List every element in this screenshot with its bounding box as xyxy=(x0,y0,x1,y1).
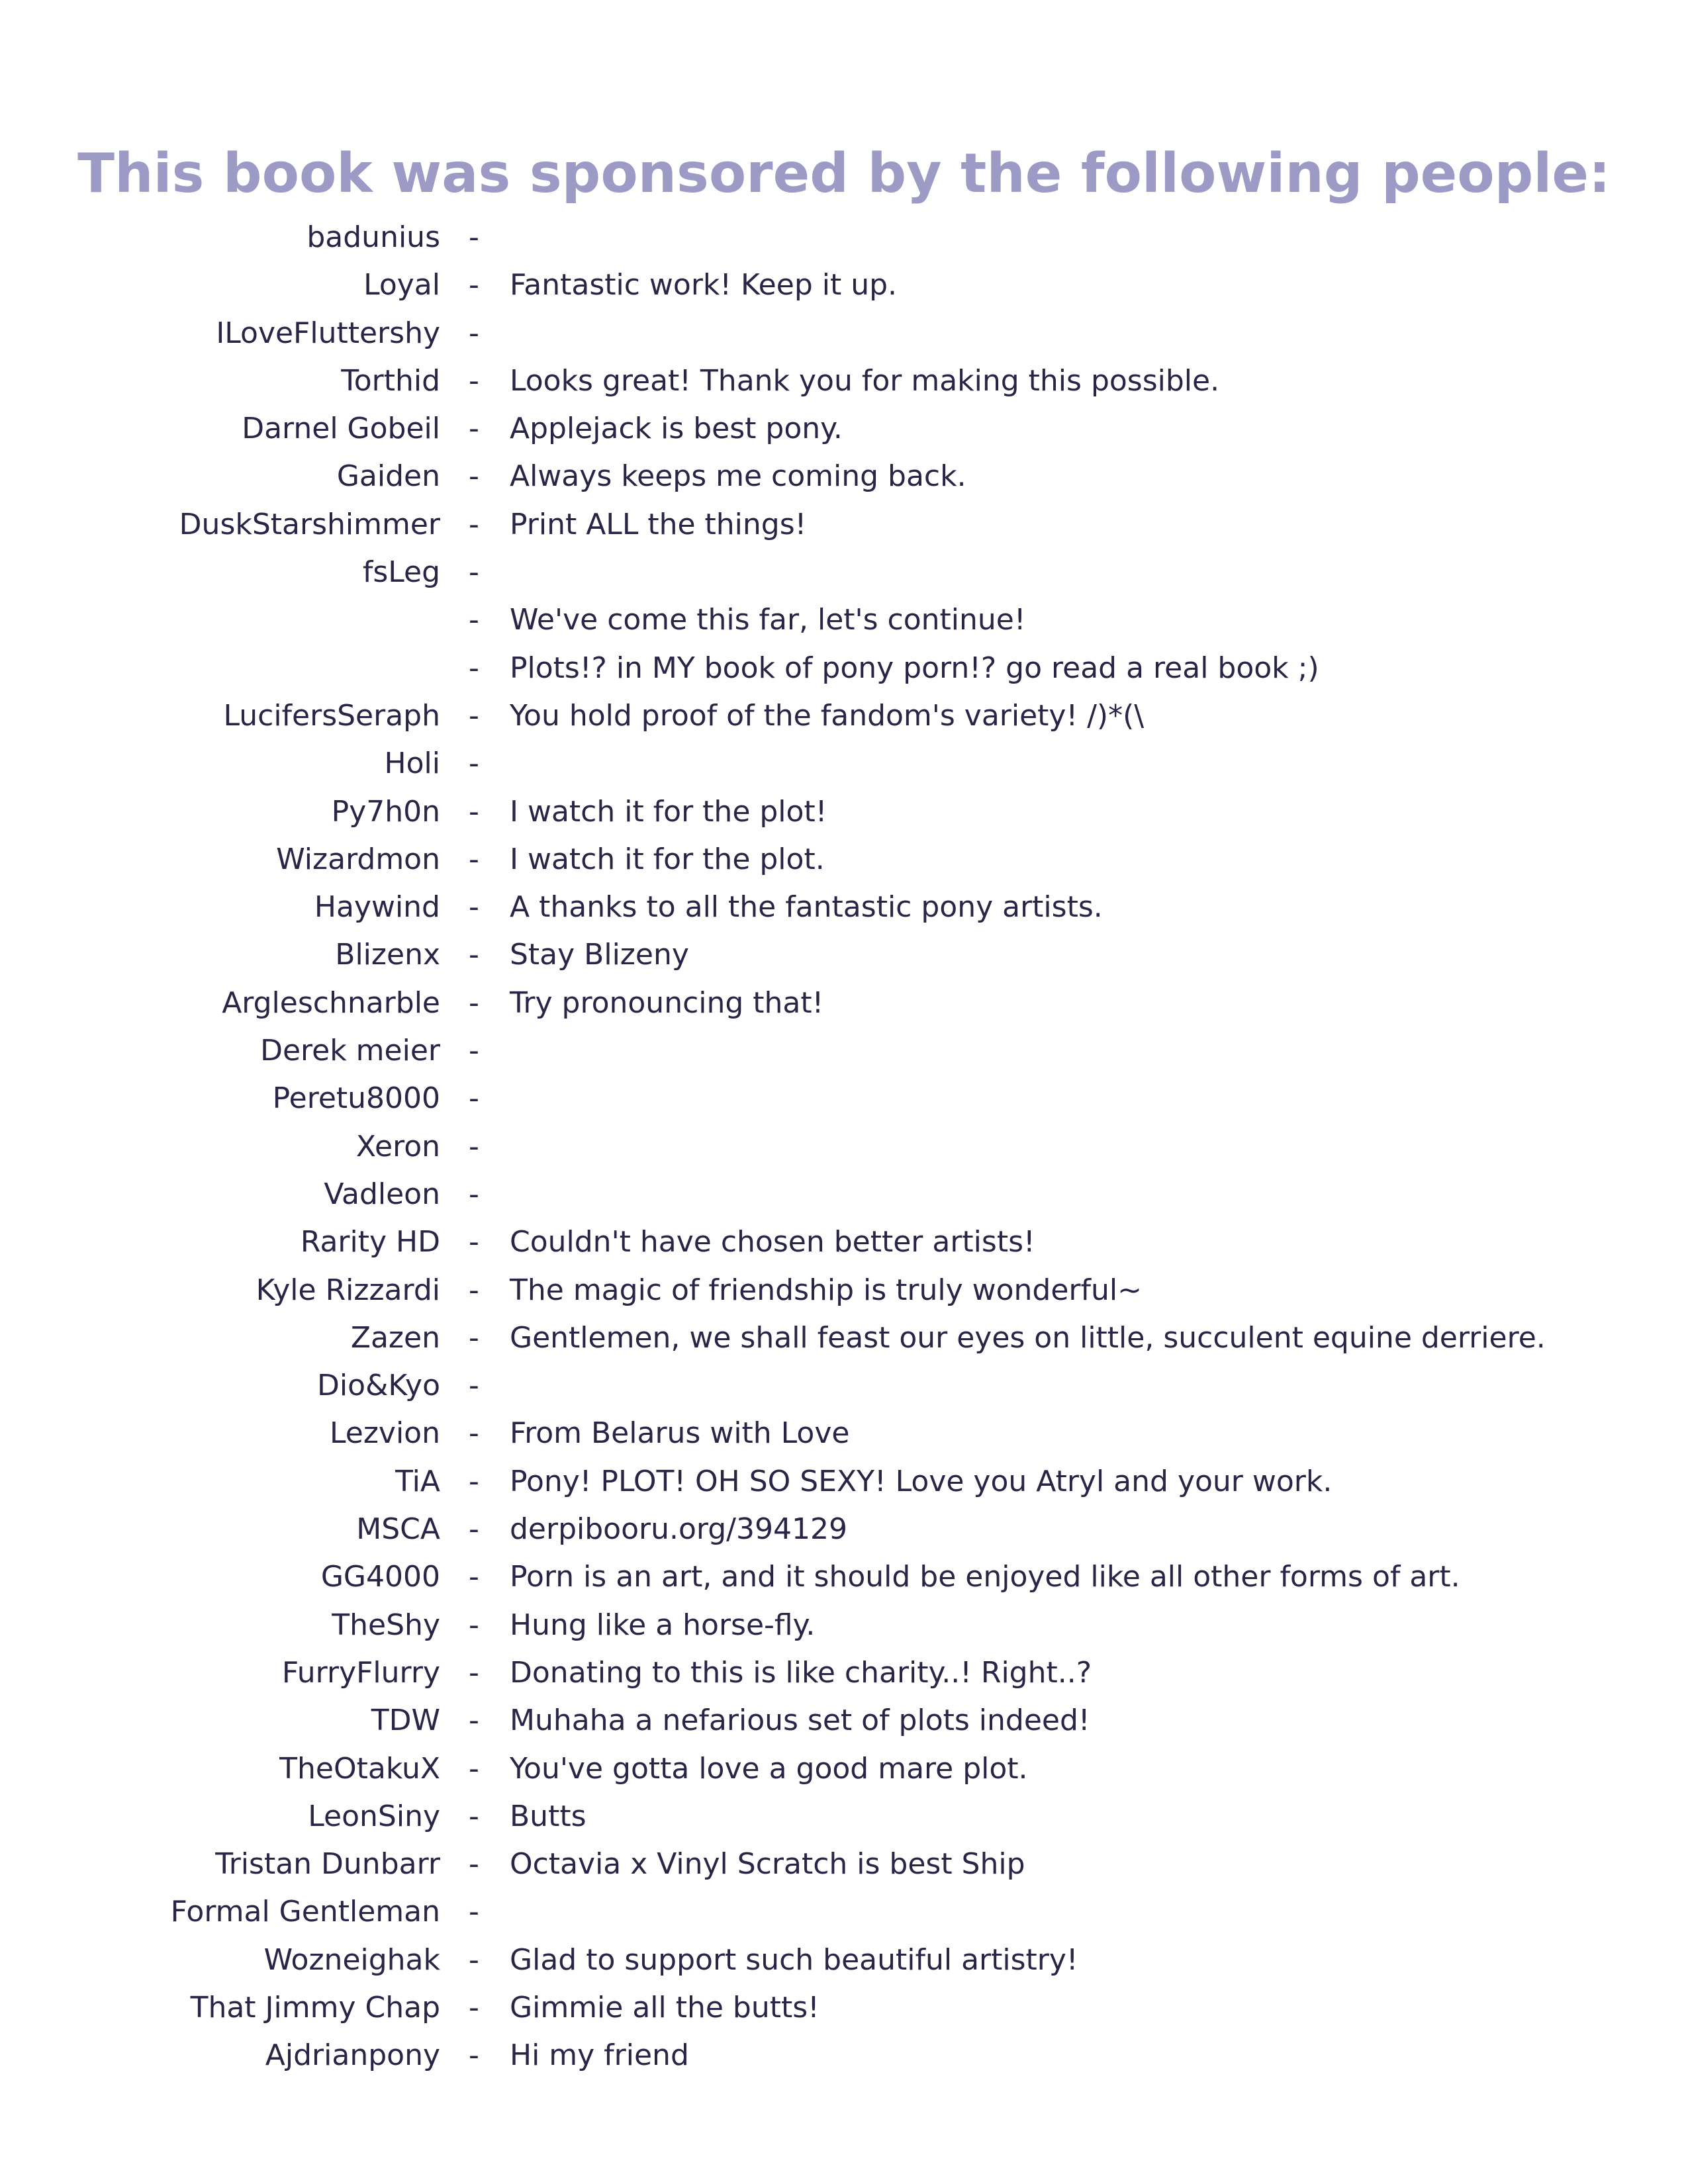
separator-dash: - xyxy=(469,842,479,876)
sponsor-message: You hold proof of the fandom's variety! /)*(\ xyxy=(510,698,1145,733)
sponsor-row xyxy=(0,214,1688,261)
sponsor-row xyxy=(0,1362,1688,1410)
separator-dash: - xyxy=(469,1560,479,1594)
sponsor-row xyxy=(0,310,1688,357)
sponsor-message: The magic of friendship is truly wonderful~ xyxy=(510,1273,1142,1307)
sponsor-message: Pony! PLOT! OH SO SEXY! Love you Atryl and your work. xyxy=(510,1464,1333,1498)
sponsor-row xyxy=(0,1218,1688,1266)
sponsor-row xyxy=(0,1410,1688,1457)
sponsor-message: Octavia x Vinyl Scratch is best Ship xyxy=(510,1847,1025,1882)
sponsor-row xyxy=(0,1697,1688,1745)
sponsor-row xyxy=(0,931,1688,979)
sponsor-name: DuskStarshimmer xyxy=(179,507,440,541)
sponsor-message: Gimmie all the butts! xyxy=(510,1990,820,2025)
sponsor-name: Wizardmon xyxy=(276,842,440,876)
separator-dash: - xyxy=(469,1464,479,1498)
sponsor-name: fsLeg xyxy=(362,555,440,590)
sponsor-message: Stay Blizeny xyxy=(510,938,689,972)
sponsor-message: Butts xyxy=(510,1799,586,1833)
separator-dash: - xyxy=(469,1942,479,1977)
sponsor-row xyxy=(0,596,1688,644)
sponsor-message: We've come this far, let's continue! xyxy=(510,603,1026,637)
separator-dash: - xyxy=(469,1799,479,1833)
sponsor-message: You've gotta love a good mare plot. xyxy=(510,1751,1028,1786)
sponsor-name: FurryFlurry xyxy=(281,1655,440,1690)
sponsor-row xyxy=(0,740,1688,788)
sponsor-message: derpibooru.org/394129 xyxy=(510,1512,847,1547)
separator-dash: - xyxy=(469,1704,479,1738)
separator-dash: - xyxy=(469,1034,479,1068)
sponsor-name: Lezvion xyxy=(330,1416,440,1451)
separator-dash: - xyxy=(469,1847,479,1882)
sponsor-row xyxy=(0,788,1688,836)
sponsor-name: Torthid xyxy=(341,363,440,398)
sponsor-name: Darnel Gobeil xyxy=(242,412,440,446)
sponsor-row xyxy=(0,405,1688,453)
sponsor-message: Porn is an art, and it should be enjoyed like all other forms of art. xyxy=(510,1560,1460,1594)
sponsor-message: Couldn't have chosen better artists! xyxy=(510,1225,1035,1259)
sponsor-message: Try pronouncing that! xyxy=(510,985,824,1020)
sponsor-row xyxy=(0,357,1688,405)
separator-dash: - xyxy=(469,985,479,1020)
separator-dash: - xyxy=(469,1129,479,1163)
separator-dash: - xyxy=(469,1895,479,1929)
sponsor-name: Gaiden xyxy=(336,459,440,494)
sponsor-message: A thanks to all the fantastic pony artists. xyxy=(510,890,1103,925)
separator-dash: - xyxy=(469,794,479,829)
sponsor-row xyxy=(0,1793,1688,1841)
sponsor-name: TheOtakuX xyxy=(279,1751,440,1786)
sponsor-message: Hi my friend xyxy=(510,2038,689,2073)
sponsor-name: ILoveFluttershy xyxy=(216,316,440,350)
sponsor-row xyxy=(0,1171,1688,1218)
sponsor-row xyxy=(0,1649,1688,1697)
sponsor-message: Applejack is best pony. xyxy=(510,412,843,446)
sponsor-row xyxy=(0,1506,1688,1553)
separator-dash: - xyxy=(469,1608,479,1642)
separator-dash: - xyxy=(469,1369,479,1403)
sponsor-name: Derek meier xyxy=(260,1034,440,1068)
sponsor-name: Kyle Rizzardi xyxy=(256,1273,440,1307)
sponsor-name: Argleschnarble xyxy=(222,985,440,1020)
separator-dash: - xyxy=(469,268,479,302)
separator-dash: - xyxy=(469,1177,479,1211)
sponsor-name: Loyal xyxy=(363,268,440,302)
sponsor-name: Zazen xyxy=(350,1320,440,1355)
sponsor-row xyxy=(0,453,1688,500)
sponsor-message: Gentlemen, we shall feast our eyes on little, succulent equine derriere. xyxy=(510,1320,1546,1355)
sponsor-message: I watch it for the plot! xyxy=(510,794,827,829)
sponsor-row xyxy=(0,261,1688,309)
sponsor-name: Dio&Kyo xyxy=(317,1369,440,1403)
sponsor-name: Haywind xyxy=(314,890,440,925)
sponsor-row xyxy=(0,1553,1688,1601)
separator-dash: - xyxy=(469,1416,479,1451)
sponsor-row xyxy=(0,1314,1688,1362)
separator-dash: - xyxy=(469,1320,479,1355)
sponsor-row xyxy=(0,2032,1688,2079)
sponsor-row xyxy=(0,645,1688,692)
separator-dash: - xyxy=(469,747,479,781)
sponsor-row xyxy=(0,1984,1688,2032)
sponsor-name: Vadleon xyxy=(324,1177,440,1211)
separator-dash: - xyxy=(469,1081,479,1116)
page-title: This book was sponsored by the following people: xyxy=(77,142,1611,205)
sponsor-name: LucifersSeraph xyxy=(223,698,440,733)
sponsor-message: Fantastic work! Keep it up. xyxy=(510,268,897,302)
separator-dash: - xyxy=(469,1273,479,1307)
separator-dash: - xyxy=(469,1225,479,1259)
separator-dash: - xyxy=(469,651,479,685)
sponsor-row xyxy=(0,1027,1688,1075)
separator-dash: - xyxy=(469,1990,479,2025)
separator-dash: - xyxy=(469,220,479,254)
sponsor-row xyxy=(0,1075,1688,1122)
sponsor-row xyxy=(0,1123,1688,1171)
sponsor-message: Muhaha a nefarious set of plots indeed! xyxy=(510,1704,1090,1738)
sponsor-row xyxy=(0,692,1688,740)
separator-dash: - xyxy=(469,698,479,733)
separator-dash: - xyxy=(469,555,479,590)
separator-dash: - xyxy=(469,459,479,494)
sponsor-name: Holi xyxy=(384,747,440,781)
sponsor-row xyxy=(0,1888,1688,1936)
separator-dash: - xyxy=(469,938,479,972)
sponsor-row xyxy=(0,1267,1688,1314)
sponsor-name: Py7h0n xyxy=(331,794,440,829)
sponsor-row xyxy=(0,1936,1688,1984)
separator-dash: - xyxy=(469,412,479,446)
sponsor-name: That Jimmy Chap xyxy=(190,1990,440,2025)
separator-dash: - xyxy=(469,1512,479,1547)
sponsor-row xyxy=(0,884,1688,931)
sponsor-name: Ajdrianpony xyxy=(265,2038,440,2073)
sponsor-row xyxy=(0,1458,1688,1506)
sponsor-name: TDW xyxy=(371,1704,440,1738)
sponsor-row xyxy=(0,501,1688,549)
sponsor-message: Looks great! Thank you for making this possible. xyxy=(510,363,1220,398)
sponsor-row xyxy=(0,1602,1688,1649)
sponsor-name: Blizenx xyxy=(335,938,440,972)
sponsor-row xyxy=(0,979,1688,1027)
sponsor-name: GG4000 xyxy=(320,1560,440,1594)
sponsor-name: TheShy xyxy=(332,1608,440,1642)
sponsor-row xyxy=(0,1841,1688,1888)
sponsor-name: Wozneighak xyxy=(263,1942,440,1977)
separator-dash: - xyxy=(469,2038,479,2073)
separator-dash: - xyxy=(469,603,479,637)
sponsor-name: MSCA xyxy=(356,1512,440,1547)
sponsor-message: I watch it for the plot. xyxy=(510,842,825,876)
sponsor-message: From Belarus with Love xyxy=(510,1416,850,1451)
sponsor-name: Rarity HD xyxy=(300,1225,440,1259)
sponsor-message: Always keeps me coming back. xyxy=(510,459,966,494)
sponsor-name: Tristan Dunbarr xyxy=(215,1847,440,1882)
sponsor-name: TiA xyxy=(395,1464,440,1498)
separator-dash: - xyxy=(469,363,479,398)
separator-dash: - xyxy=(469,890,479,925)
sponsor-row xyxy=(0,549,1688,596)
sponsor-name: LeonSiny xyxy=(308,1799,440,1833)
sponsor-name: badunius xyxy=(306,220,440,254)
sponsor-name: Xeron xyxy=(355,1129,440,1163)
sponsor-message: Glad to support such beautiful artistry! xyxy=(510,1942,1078,1977)
separator-dash: - xyxy=(469,507,479,541)
sponsor-row xyxy=(0,836,1688,884)
sponsor-message: Print ALL the things! xyxy=(510,507,807,541)
separator-dash: - xyxy=(469,1751,479,1786)
sponsor-message: Donating to this is like charity..! Right..? xyxy=(510,1655,1092,1690)
sponsor-name: Peretu8000 xyxy=(272,1081,440,1116)
sponsor-message: Plots!? in MY book of pony porn!? go read a real book ;) xyxy=(510,651,1319,685)
sponsor-row xyxy=(0,1745,1688,1793)
sponsor-name: Formal Gentleman xyxy=(170,1895,440,1929)
separator-dash: - xyxy=(469,316,479,350)
sponsor-list xyxy=(0,214,1688,2080)
sponsor-message: Hung like a horse-fly. xyxy=(510,1608,816,1642)
separator-dash: - xyxy=(469,1655,479,1690)
